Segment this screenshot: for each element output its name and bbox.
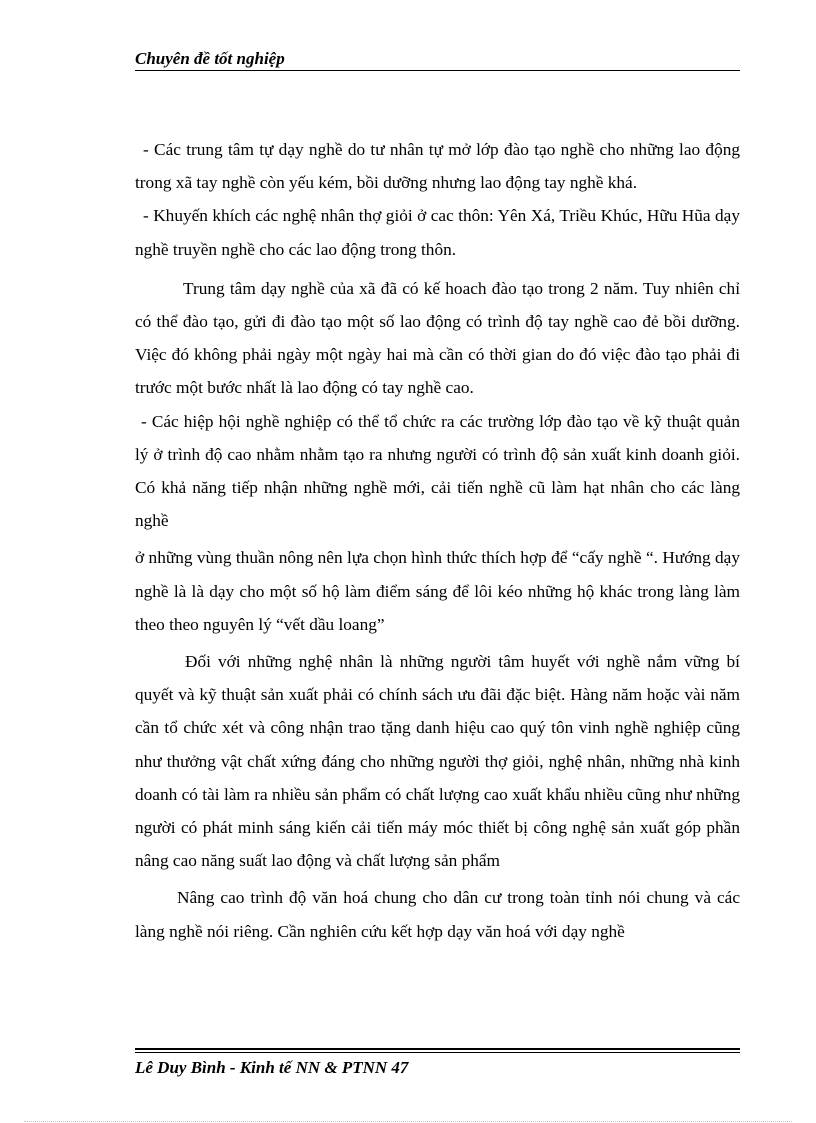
header-rule <box>135 70 740 71</box>
page-footer <box>135 1048 740 1079</box>
paragraph-7: Nâng cao trình độ văn hoá chung cho dân cư trong toàn tỉnh nói chung và các làng nghề nói riêng. Cần nghiên cứu kết hợp dạy văn hoá với dạy nghề <box>135 888 740 941</box>
paragraph-4: - Các hiệp hội nghề nghiệp có thể tổ chức ra các trường lớp đào tạo về kỹ thuật quản lý ở trình độ cao nhằm nhằm tạo ra nhưng người có trình độ sản xuất kinh doanh giỏi. Có khả năng tiếp nhận những nghề mới, cải tiến nghề cũ làm hạt nhân cho các làng nghề <box>135 411 740 531</box>
footer-rule-thin <box>135 1052 740 1053</box>
footer-author: Lê Duy Bình - Kinh tế NN & PTNN 47 <box>135 1058 409 1077</box>
paragraph-3: Trung tâm dạy nghề của xã đã có kế hoach đào tạo trong 2 năm. Tuy nhiên chỉ có thể đào tạo, gửi đi đào tạo một số lao động có trình độ tay nghề cao đẻ bồi dưỡng. Việc đó không phải ngày một ngày hai mà cần có thời gian do đó việc đào tạo phải đi trước một bước nhất là lao động có tay nghề cao. <box>135 278 740 398</box>
header-title: Chuyên đề tốt nghiệp <box>135 49 285 68</box>
paragraph-2: - Khuyến khích các nghệ nhân thợ giỏi ở cac thôn: Yên Xá, Triều Khúc, Hữu Hũa dạy nghề truyền nghề cho các lao động trong thôn. <box>135 206 740 259</box>
paragraph-5: ở những vùng thuần nông nên lựa chọn hình thức thích hợp để “cấy nghề “. Hướng dạy nghề là là dạy cho một số hộ làm điểm sáng để lôi kéo những hộ khác trong làng làm theo theo nguyên lý “vết dầu loang” <box>135 548 740 634</box>
body-text <box>135 133 740 948</box>
paragraph-6: Đối với những nghệ nhân là những người tâm huyết với nghề nắm vững bí quyết và kỹ thuật sản xuất phải có chính sách ưu đãi đặc biệt. Hàng năm hoặc vài năm cần tổ chức xét và công nhận trao tặng danh hiệu cao quý tôn vinh nghề nghiệp cũng như thưởng vật chất xứng đáng cho những người thợ giỏi, nghệ nhân, những nhà kinh doanh có tài làm ra nhiều sản phẩm có chất lượng cao xuất khẩu nhiều cũng như những người có phát minh sáng kiến cải tiến máy móc thiết bị công nghệ sản xuất góp phần nâng cao năng suất lao động và chất lượng sản phẩm <box>135 652 740 871</box>
paragraph-1: - Các trung tâm tự dạy nghề do tư nhân tự mở lớp đào tạo nghề cho những lao động trong xã tay nghề còn yếu kém, bồi dưỡng nhưng lao động tay nghề khá. <box>135 140 740 193</box>
page-header <box>135 48 740 71</box>
page-bottom-border <box>24 1121 792 1122</box>
footer-rule-thick <box>135 1048 740 1050</box>
